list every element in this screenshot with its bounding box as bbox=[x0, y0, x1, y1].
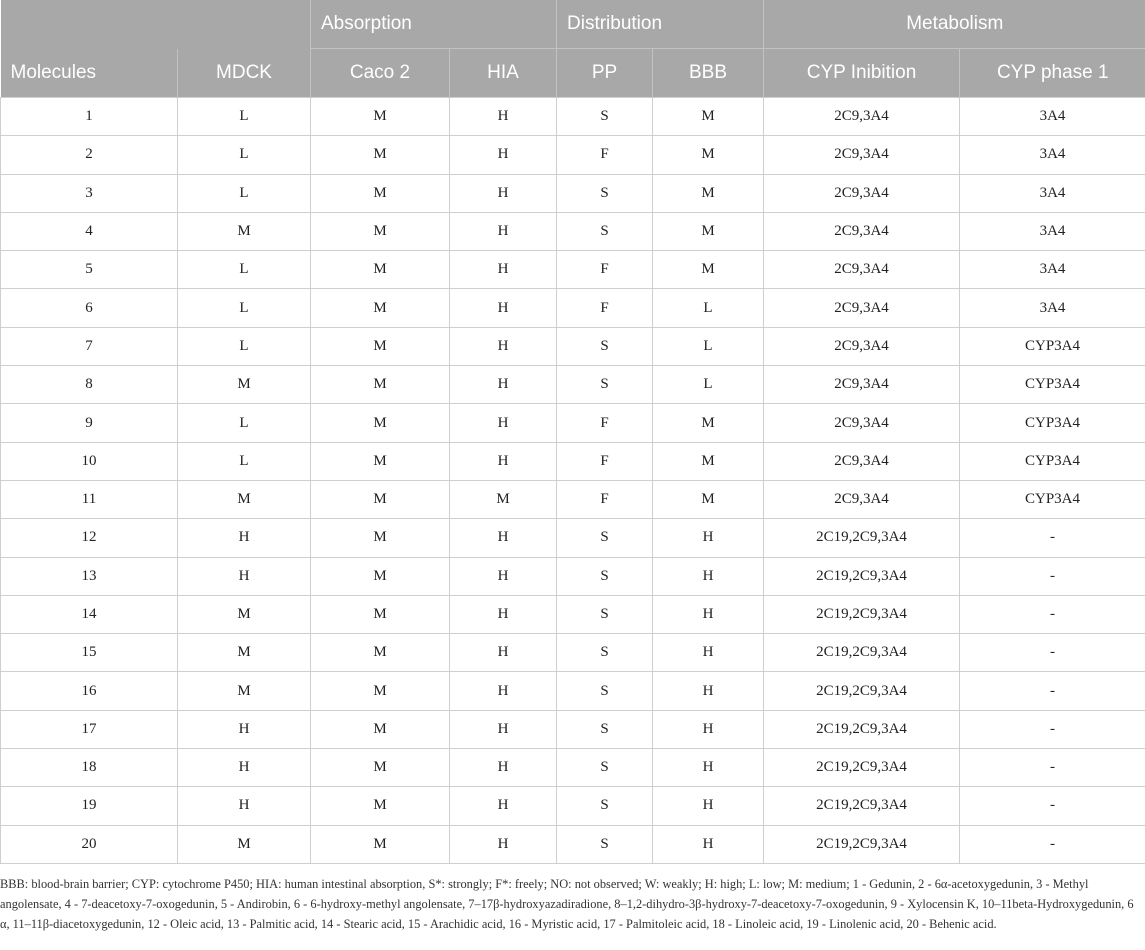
cell-mdck: L bbox=[178, 174, 311, 212]
cell-hia: H bbox=[450, 749, 557, 787]
cell-caco2: M bbox=[311, 825, 450, 863]
column-header-pp: PP bbox=[557, 49, 653, 98]
cell-bbb: L bbox=[653, 327, 764, 365]
column-header-cyp-inhibition: CYP Inibition bbox=[764, 49, 960, 98]
cell-cyp-inhibition: 2C9,3A4 bbox=[764, 212, 960, 250]
cell-caco2: M bbox=[311, 557, 450, 595]
cell-bbb: M bbox=[653, 136, 764, 174]
column-header-molecules: Molecules bbox=[1, 49, 178, 98]
table-row bbox=[1, 442, 1145, 480]
cell-pp: S bbox=[557, 557, 653, 595]
cell-molecule: 11 bbox=[1, 480, 178, 518]
cell-cyp-inhibition: 2C19,2C9,3A4 bbox=[764, 749, 960, 787]
cell-cyp-inhibition: 2C19,2C9,3A4 bbox=[764, 672, 960, 710]
cell-bbb: H bbox=[653, 519, 764, 557]
cell-cyp-inhibition: 2C9,3A4 bbox=[764, 366, 960, 404]
cell-mdck: M bbox=[178, 634, 311, 672]
cell-cyp-phase1: - bbox=[960, 557, 1145, 595]
cell-caco2: M bbox=[311, 480, 450, 518]
cell-caco2: M bbox=[311, 251, 450, 289]
cell-pp: F bbox=[557, 136, 653, 174]
cell-mdck: L bbox=[178, 251, 311, 289]
cell-bbb: H bbox=[653, 787, 764, 825]
cell-caco2: M bbox=[311, 289, 450, 327]
table-row bbox=[1, 251, 1145, 289]
table-row bbox=[1, 98, 1145, 136]
cell-caco2: M bbox=[311, 672, 450, 710]
cell-bbb: H bbox=[653, 634, 764, 672]
cell-bbb: H bbox=[653, 595, 764, 633]
cell-molecule: 6 bbox=[1, 289, 178, 327]
cell-mdck: L bbox=[178, 442, 311, 480]
cell-cyp-inhibition: 2C19,2C9,3A4 bbox=[764, 595, 960, 633]
cell-cyp-phase1: - bbox=[960, 634, 1145, 672]
cell-caco2: M bbox=[311, 136, 450, 174]
table-row bbox=[1, 174, 1145, 212]
table-body bbox=[1, 98, 1145, 864]
cell-bbb: H bbox=[653, 672, 764, 710]
cell-cyp-inhibition: 2C9,3A4 bbox=[764, 174, 960, 212]
cell-bbb: M bbox=[653, 404, 764, 442]
cell-caco2: M bbox=[311, 787, 450, 825]
table-row bbox=[1, 289, 1145, 327]
cell-cyp-inhibition: 2C9,3A4 bbox=[764, 327, 960, 365]
cell-cyp-inhibition: 2C9,3A4 bbox=[764, 289, 960, 327]
cell-mdck: M bbox=[178, 212, 311, 250]
cell-hia: H bbox=[450, 251, 557, 289]
cell-cyp-phase1: CYP3A4 bbox=[960, 366, 1145, 404]
table-row bbox=[1, 404, 1145, 442]
cell-pp: S bbox=[557, 174, 653, 212]
cell-pp: S bbox=[557, 634, 653, 672]
table-row bbox=[1, 212, 1145, 250]
cell-hia: H bbox=[450, 289, 557, 327]
table-header bbox=[1, 0, 1145, 98]
cell-cyp-inhibition: 2C19,2C9,3A4 bbox=[764, 787, 960, 825]
cell-mdck: H bbox=[178, 749, 311, 787]
cell-cyp-phase1: - bbox=[960, 672, 1145, 710]
column-header-mdck: MDCK bbox=[178, 49, 311, 98]
header-blank-cell bbox=[1, 0, 178, 49]
cell-caco2: M bbox=[311, 442, 450, 480]
cell-pp: S bbox=[557, 519, 653, 557]
cell-molecule: 20 bbox=[1, 825, 178, 863]
cell-cyp-inhibition: 2C19,2C9,3A4 bbox=[764, 710, 960, 748]
column-header-hia: HIA bbox=[450, 49, 557, 98]
cell-caco2: M bbox=[311, 595, 450, 633]
cell-pp: F bbox=[557, 480, 653, 518]
table-footnote: BBB: blood-brain barrier; CYP: cytochrome P450; HIA: human intestinal absorption, S*: strongly; F*: freely; NO: not observed; W: weakly; H: high; L: low; M: medium; 1 - Gedunin, 2 - 6α-acetoxygedunin, 3 - Methyl angolensate, 4 - 7-deacetoxy-7-oxogedunin, 5 - Andirobin, 6 - 6-hydroxy-methyl angolensate, 7–17β-hydroxyazadiradione, 8–1,2-dihydro-3β-hydroxy-7-deacetoxy-7-oxogedunin, 9 - Xylocensin K, 10–11beta-Hydroxygedunin, 6 α, 11–11β-diacetoxygedunin, 12 - Oleic acid, 13 - Palmitic acid, 14 - Stearic acid, 15 - Arachidic acid, 16 - Myristic acid, 17 - Palmitoleic acid, 18 - Linoleic acid, 19 - Linolenic acid, 20 - Behenic acid. bbox=[0, 877, 1134, 931]
cell-molecule: 10 bbox=[1, 442, 178, 480]
cell-cyp-inhibition: 2C9,3A4 bbox=[764, 251, 960, 289]
table-row bbox=[1, 595, 1145, 633]
cell-cyp-inhibition: 2C9,3A4 bbox=[764, 404, 960, 442]
cell-cyp-inhibition: 2C9,3A4 bbox=[764, 98, 960, 136]
cell-cyp-phase1: 3A4 bbox=[960, 289, 1145, 327]
cell-bbb: H bbox=[653, 557, 764, 595]
cell-cyp-phase1: - bbox=[960, 749, 1145, 787]
cell-molecule: 16 bbox=[1, 672, 178, 710]
cell-bbb: M bbox=[653, 251, 764, 289]
cell-pp: F bbox=[557, 442, 653, 480]
cell-bbb: H bbox=[653, 710, 764, 748]
cell-caco2: M bbox=[311, 749, 450, 787]
header-blank-cell bbox=[178, 0, 311, 49]
cell-bbb: M bbox=[653, 480, 764, 518]
cell-mdck: L bbox=[178, 327, 311, 365]
cell-molecule: 2 bbox=[1, 136, 178, 174]
cell-cyp-inhibition: 2C19,2C9,3A4 bbox=[764, 519, 960, 557]
cell-bbb: H bbox=[653, 825, 764, 863]
table-row bbox=[1, 327, 1145, 365]
cell-caco2: M bbox=[311, 404, 450, 442]
table-row bbox=[1, 749, 1145, 787]
cell-hia: H bbox=[450, 595, 557, 633]
header-group-distribution: Distribution bbox=[557, 0, 764, 49]
cell-hia: H bbox=[450, 672, 557, 710]
cell-pp: S bbox=[557, 787, 653, 825]
cell-molecule: 8 bbox=[1, 366, 178, 404]
cell-molecule: 5 bbox=[1, 251, 178, 289]
column-header-cyp-phase1: CYP phase 1 bbox=[960, 49, 1145, 98]
cell-pp: S bbox=[557, 749, 653, 787]
table-row bbox=[1, 480, 1145, 518]
cell-mdck: L bbox=[178, 404, 311, 442]
cell-molecule: 18 bbox=[1, 749, 178, 787]
cell-cyp-phase1: 3A4 bbox=[960, 98, 1145, 136]
cell-bbb: M bbox=[653, 174, 764, 212]
cell-molecule: 15 bbox=[1, 634, 178, 672]
table-row bbox=[1, 519, 1145, 557]
header-group-absorption: Absorption bbox=[311, 0, 557, 49]
cell-cyp-phase1: - bbox=[960, 595, 1145, 633]
cell-caco2: M bbox=[311, 212, 450, 250]
cell-molecule: 7 bbox=[1, 327, 178, 365]
cell-mdck: M bbox=[178, 672, 311, 710]
cell-cyp-phase1: - bbox=[960, 519, 1145, 557]
header-group-row bbox=[1, 0, 1145, 49]
cell-caco2: M bbox=[311, 519, 450, 557]
cell-cyp-phase1: - bbox=[960, 787, 1145, 825]
cell-hia: H bbox=[450, 787, 557, 825]
table-row bbox=[1, 710, 1145, 748]
cell-mdck: M bbox=[178, 825, 311, 863]
cell-mdck: H bbox=[178, 710, 311, 748]
cell-molecule: 19 bbox=[1, 787, 178, 825]
cell-bbb: M bbox=[653, 212, 764, 250]
cell-cyp-phase1: - bbox=[960, 825, 1145, 863]
cell-molecule: 4 bbox=[1, 212, 178, 250]
cell-molecule: 9 bbox=[1, 404, 178, 442]
cell-hia: H bbox=[450, 557, 557, 595]
cell-cyp-inhibition: 2C9,3A4 bbox=[764, 136, 960, 174]
cell-bbb: H bbox=[653, 749, 764, 787]
cell-bbb: M bbox=[653, 98, 764, 136]
table-row bbox=[1, 825, 1145, 863]
cell-cyp-inhibition: 2C19,2C9,3A4 bbox=[764, 557, 960, 595]
cell-mdck: L bbox=[178, 98, 311, 136]
cell-caco2: M bbox=[311, 98, 450, 136]
table-row bbox=[1, 557, 1145, 595]
cell-cyp-phase1: 3A4 bbox=[960, 136, 1145, 174]
cell-pp: S bbox=[557, 98, 653, 136]
header-group-metabolism: Metabolism bbox=[764, 0, 1145, 49]
cell-mdck: H bbox=[178, 519, 311, 557]
cell-hia: H bbox=[450, 212, 557, 250]
cell-mdck: M bbox=[178, 366, 311, 404]
cell-pp: S bbox=[557, 212, 653, 250]
cell-cyp-inhibition: 2C19,2C9,3A4 bbox=[764, 825, 960, 863]
header-column-row bbox=[1, 49, 1145, 98]
table-row bbox=[1, 672, 1145, 710]
cell-molecule: 3 bbox=[1, 174, 178, 212]
cell-caco2: M bbox=[311, 327, 450, 365]
cell-bbb: L bbox=[653, 289, 764, 327]
cell-caco2: M bbox=[311, 710, 450, 748]
cell-hia: H bbox=[450, 634, 557, 672]
cell-cyp-phase1: - bbox=[960, 710, 1145, 748]
cell-cyp-inhibition: 2C19,2C9,3A4 bbox=[764, 634, 960, 672]
cell-molecule: 1 bbox=[1, 98, 178, 136]
cell-molecule: 13 bbox=[1, 557, 178, 595]
cell-hia: M bbox=[450, 480, 557, 518]
cell-pp: S bbox=[557, 366, 653, 404]
column-header-bbb: BBB bbox=[653, 49, 764, 98]
cell-caco2: M bbox=[311, 634, 450, 672]
cell-mdck: M bbox=[178, 480, 311, 518]
cell-hia: H bbox=[450, 366, 557, 404]
cell-cyp-phase1: CYP3A4 bbox=[960, 480, 1145, 518]
cell-mdck: H bbox=[178, 557, 311, 595]
cell-molecule: 12 bbox=[1, 519, 178, 557]
cell-pp: S bbox=[557, 672, 653, 710]
cell-cyp-phase1: 3A4 bbox=[960, 174, 1145, 212]
cell-molecule: 14 bbox=[1, 595, 178, 633]
cell-bbb: M bbox=[653, 442, 764, 480]
cell-cyp-inhibition: 2C9,3A4 bbox=[764, 442, 960, 480]
cell-pp: F bbox=[557, 404, 653, 442]
cell-hia: H bbox=[450, 442, 557, 480]
cell-hia: H bbox=[450, 519, 557, 557]
table-row bbox=[1, 136, 1145, 174]
cell-pp: S bbox=[557, 327, 653, 365]
table-row bbox=[1, 366, 1145, 404]
cell-pp: S bbox=[557, 710, 653, 748]
cell-hia: H bbox=[450, 327, 557, 365]
cell-mdck: H bbox=[178, 787, 311, 825]
cell-molecule: 17 bbox=[1, 710, 178, 748]
cell-cyp-phase1: CYP3A4 bbox=[960, 404, 1145, 442]
cell-caco2: M bbox=[311, 366, 450, 404]
cell-pp: S bbox=[557, 595, 653, 633]
cell-mdck: M bbox=[178, 595, 311, 633]
column-header-caco2: Caco 2 bbox=[311, 49, 450, 98]
cell-pp: S bbox=[557, 825, 653, 863]
cell-hia: H bbox=[450, 174, 557, 212]
cell-mdck: L bbox=[178, 289, 311, 327]
cell-hia: H bbox=[450, 136, 557, 174]
cell-pp: F bbox=[557, 251, 653, 289]
cell-hia: H bbox=[450, 710, 557, 748]
cell-cyp-phase1: CYP3A4 bbox=[960, 442, 1145, 480]
cell-hia: H bbox=[450, 98, 557, 136]
table-row bbox=[1, 787, 1145, 825]
cell-hia: H bbox=[450, 404, 557, 442]
table-row bbox=[1, 634, 1145, 672]
cell-caco2: M bbox=[311, 174, 450, 212]
cell-cyp-phase1: CYP3A4 bbox=[960, 327, 1145, 365]
cell-hia: H bbox=[450, 825, 557, 863]
cell-bbb: L bbox=[653, 366, 764, 404]
cell-pp: F bbox=[557, 289, 653, 327]
cell-cyp-phase1: 3A4 bbox=[960, 212, 1145, 250]
cell-cyp-phase1: 3A4 bbox=[960, 251, 1145, 289]
cell-cyp-inhibition: 2C9,3A4 bbox=[764, 480, 960, 518]
cell-mdck: L bbox=[178, 136, 311, 174]
